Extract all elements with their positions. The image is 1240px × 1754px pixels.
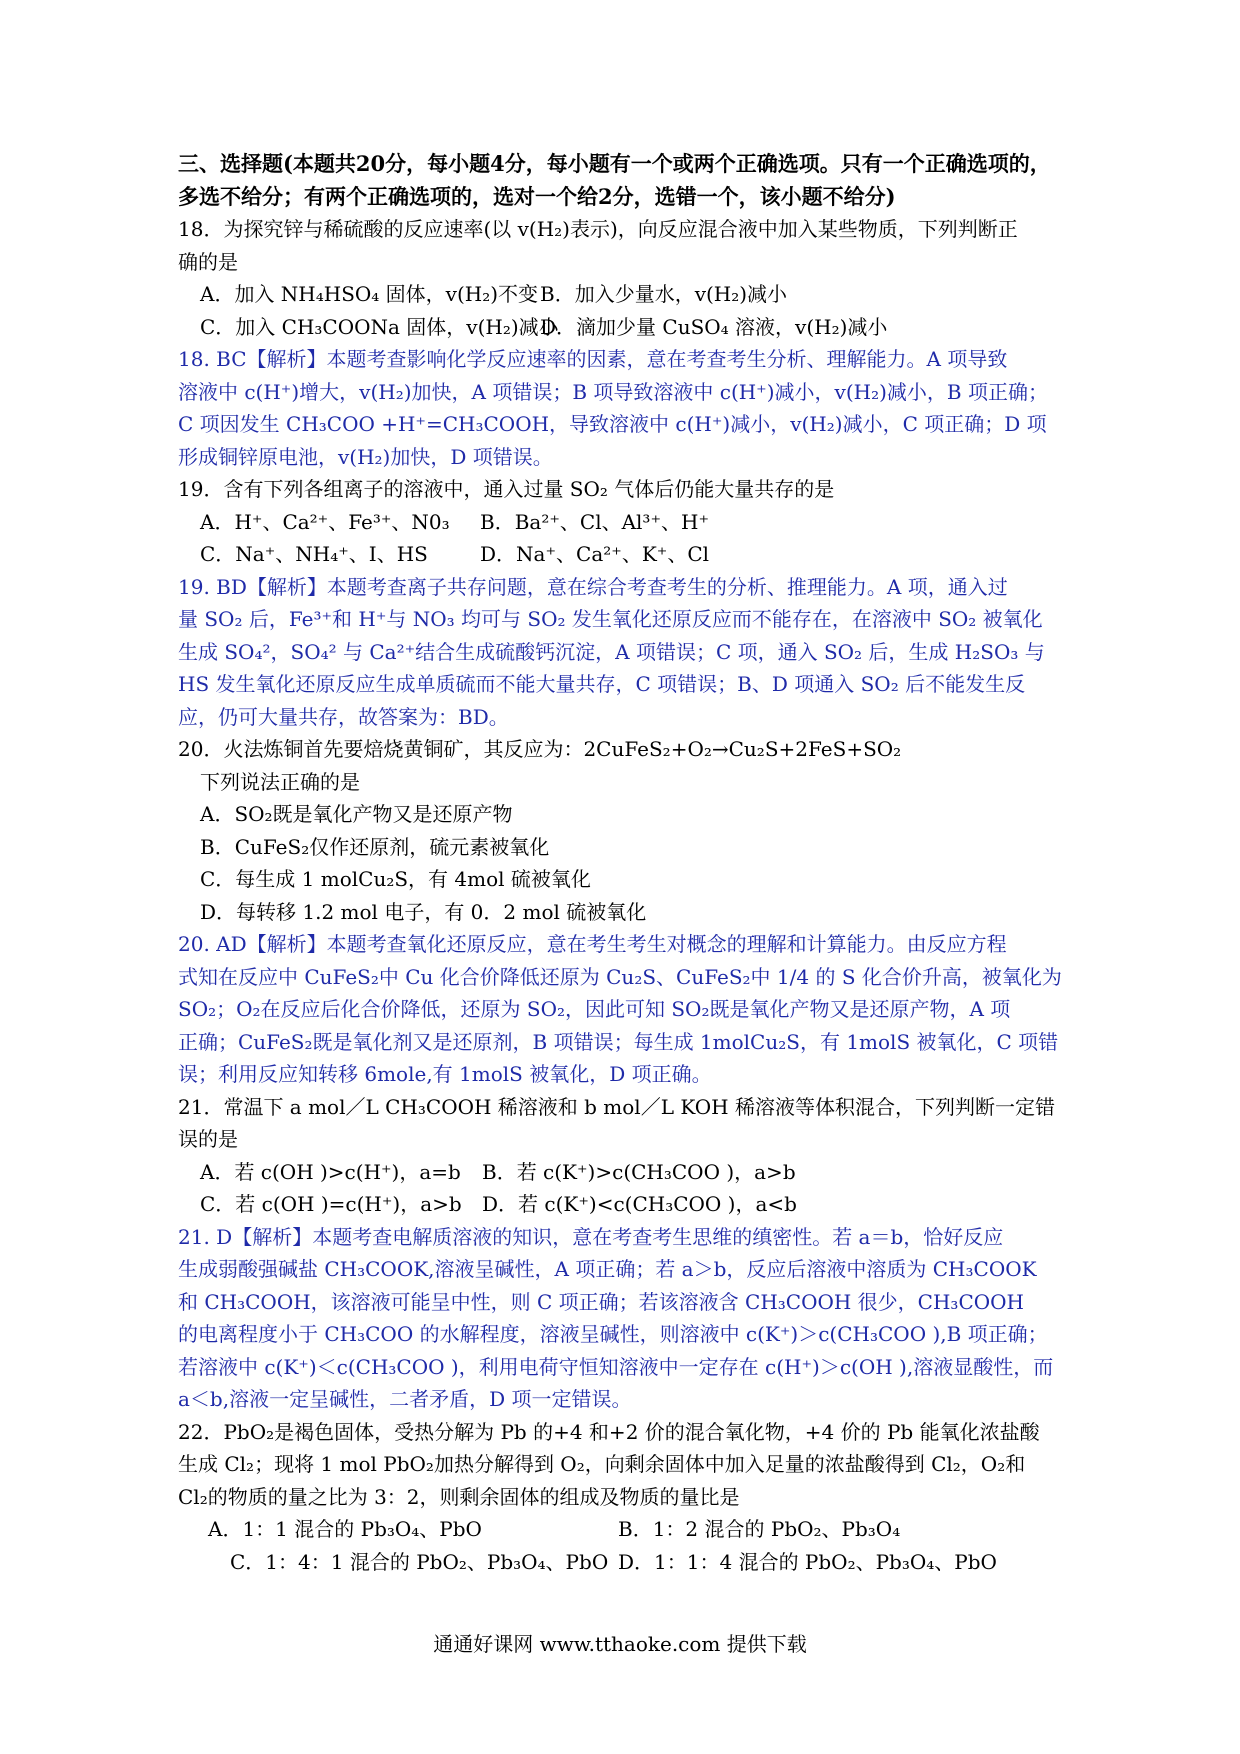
q18-options-row2 [178,311,1068,344]
q21-answer-line1: 21. D【解析】本题考查电解质溶液的知识，意在考查考生思维的缜密性。若 a＝b，恰好反应 [178,1224,1004,1249]
q18-answer-line2: 溶液中 c(H⁺)增大，v(H₂)加快，A 项错误；B 项导致溶液中 c(H⁺)减小，v(H₂)减小，B 项正确； [178,379,1048,404]
q21-options-row1 [178,1156,1068,1189]
q18-stem-line1: 18．为探究锌与稀硫酸的反应速率(以 v(H₂)表示)，向反应混合液中加入某些物质，下列判断正 [178,217,1018,241]
q19-option-a: A．H⁺、Ca²⁺、Fe³⁺、N0₃ [200,509,450,534]
q18-option-c: C．加入 CH₃COONa 固体，v(H₂)减小 [200,314,559,339]
q21-option-c: C．若 c(OH )=c(H⁺)，a>b [200,1192,462,1216]
q20-option-b: B．CuFeS₂仅作还原剂，硫元素被氧化 [200,834,550,859]
q19-answer-line3: 生成 SO₄²，SO₄² 与 Ca²⁺结合生成硫酸钙沉淀，A 项错误；C 项，通入 SO₂ 后，生成 H₂SO₃ 与 [178,639,1045,664]
document-body [178,148,1068,1578]
q21-options-row2 [178,1188,1068,1221]
q21-answer-line5: 若溶液中 c(K⁺)＜c(CH₃COO )，利用电荷守恒知溶液中一定存在 c(H⁺)＞c(OH ),溶液显酸性，而 [178,1354,1054,1379]
q21-answer-line4: 的电离程度小于 CH₃COO 的水解程度，溶液呈碱性，则溶液中 c(K⁺)＞c(CH₃COO ),B 项正确； [178,1322,1048,1346]
q22-stem-line3: Cl₂的物质的量之比为 3：2，则剩余固体的组成及物质的量比是 [178,1484,740,1509]
q19-option-d: D．Na⁺、Ca²⁺、K⁺、Cl [480,542,710,566]
q18-options-row1 [178,278,1068,311]
q22-option-a: A．1：1 混合的 Pb₃O₄、PbO [208,1517,482,1541]
q20-answer-line3: SO₂；O₂在反应后化合价降低，还原为 SO₂，因此可知 SO₂既是氧化产物又是还原产物，A 项 [178,997,1011,1021]
q19-option-b: B．Ba²⁺、Cl、Al³⁺、H⁺ [480,509,710,534]
q18-option-b: B．加入少量水，v(H₂)减小 [540,282,788,306]
q22-options-row1 [178,1513,1068,1546]
q21-answer-line2: 生成弱酸强碱盐 CH₃COOK,溶液呈碱性，A 项正确；若 a＞b，反应后溶液中溶质为 CH₃COOK [178,1257,1037,1281]
q19-answer-line4: HS 发生氧化还原反应生成单质硫而不能大量共存，C 项错误；B、D 项通入 SO₂ 后不能发生反 [178,672,1026,696]
q22-option-c: C．1：4：1 混合的 PbO₂、Pb₃O₄、PbO [230,1549,609,1574]
page-footer: 通通好课网 www.tthaoke.com 提供下载 [433,1632,807,1656]
q19-options-row1 [178,506,1068,539]
q20-answer-line1: 20. AD【解析】本题考查氧化还原反应，意在考生考生对概念的理解和计算能力。由反应方程 [178,932,1007,956]
q18-option-d: D．滴加少量 CuSO₄ 溶液，v(H₂)减小 [540,314,888,339]
section-heading-line1: 三、选择题(本题共20分，每小题4分，每小题有一个或两个正确选项。只有一个正确选项的， [178,151,1051,176]
q19-answer-line2: 量 SO₂ 后，Fe³⁺和 H⁺与 NO₃ 均可与 SO₂ 发生氧化还原反应而不能存在，在溶液中 SO₂ 被氧化 [178,607,1043,631]
q21-stem-line2: 误的是 [178,1127,238,1151]
q20-answer-line5: 误；利用反应知转移 6mole,有 1molS 被氧化，D 项正确。 [178,1062,712,1086]
q20-option-d: D．每转移 1.2 mol 电子，有 0．2 mol 硫被氧化 [200,899,647,924]
q21-stem-line1: 21．常温下 a mol／L CH₃COOH 稀溶液和 b mol／L KOH 稀溶液等体积混合，下列判断一定错 [178,1094,1055,1119]
q21-option-d: D．若 c(K⁺)<c(CH₃COO )，a<b [482,1192,797,1216]
q21-answer-line6: a＜b,溶液一定呈碱性，二者矛盾，D 项一定错误。 [178,1387,632,1411]
q19-answer-line1: 19. BD【解析】本题考查离子共存问题，意在综合考查考生的分析、推理能力。A 项，通入过 [178,574,1008,599]
q20-answer-line2: 式知在反应中 CuFeS₂中 Cu 化合价降低还原为 Cu₂S、CuFeS₂中 1/4 的 S 化合价升高，被氧化为 [178,964,1062,989]
q19-options-row2 [178,538,1068,571]
section-heading-line2: 多选不给分；有两个正确选项的，选对一个给2分，选错一个，该小题不给分) [178,183,896,209]
q22-option-b: B．1：2 混合的 PbO₂、Pb₃O₄ [618,1517,901,1541]
q21-option-b: B．若 c(K⁺)>c(CH₃COO )，a>b [482,1159,796,1184]
q21-answer-line3: 和 CH₃COOH，该溶液可能呈中性，则 C 项正确；若该溶液含 CH₃COOH 很少，CH₃COOH [178,1289,1024,1314]
q20-stem-line1: 20．火法炼铜首先要焙烧黄铜矿，其反应为：2CuFeS₂+O₂→Cu₂S+2FeS+SO₂ [178,737,902,761]
q19-option-c: C．Na⁺、NH₄⁺、I、HS [200,542,428,566]
q22-options-row2 [178,1546,1068,1579]
q18-option-a: A．加入 NH₄HSO₄ 固体，v(H₂)不变 [200,282,539,306]
q21-option-a: A．若 c(OH )>c(H⁺)，a=b [200,1159,461,1184]
q20-option-c: C．每生成 1 molCu₂S，有 4mol 硫被氧化 [200,867,591,891]
q20-option-a: A．SO₂既是氧化产物又是还原产物 [200,802,513,826]
q22-stem-line1: 22．PbO₂是褐色固体，受热分解为 Pb 的+4 和+2 价的混合氧化物，+4 价的 Pb 能氧化浓盐酸 [178,1419,1040,1444]
q18-stem-line2: 确的是 [178,249,238,274]
q20-stem-line2: 下列说法正确的是 [200,769,360,794]
q20-answer-line4: 正确；CuFeS₂既是氧化剂又是还原剂，B 项错误；每生成 1molCu₂S，有 1molS 被氧化，C 项错 [178,1029,1059,1054]
q19-answer-line5: 应，仍可大量共存，故答案为：BD。 [178,704,509,729]
q19-stem: 19．含有下列各组离子的溶液中，通入过量 SO₂ 气体后仍能大量共存的是 [178,477,835,501]
q22-stem-line2: 生成 Cl₂；现将 1 mol PbO₂加热分解得到 O₂，向剩余固体中加入足量的浓盐酸得到 Cl₂，O₂和 [178,1452,1026,1476]
q22-option-d: D．1：1：4 混合的 PbO₂、Pb₃O₄、PbO [618,1549,997,1574]
q18-answer-line1: 18. BC【解析】本题考查影响化学反应速率的因素，意在考查考生分析、理解能力。A 项导致 [178,347,1008,371]
q18-answer-line4: 形成铜锌原电池，v(H₂)加快，D 项错误。 [178,444,553,469]
q18-answer-line3: C 项因发生 CH₃COO +H⁺=CH₃COOH，导致溶液中 c(H⁺)减小，v(H₂)减小，C 项正确；D 项 [178,412,1047,436]
